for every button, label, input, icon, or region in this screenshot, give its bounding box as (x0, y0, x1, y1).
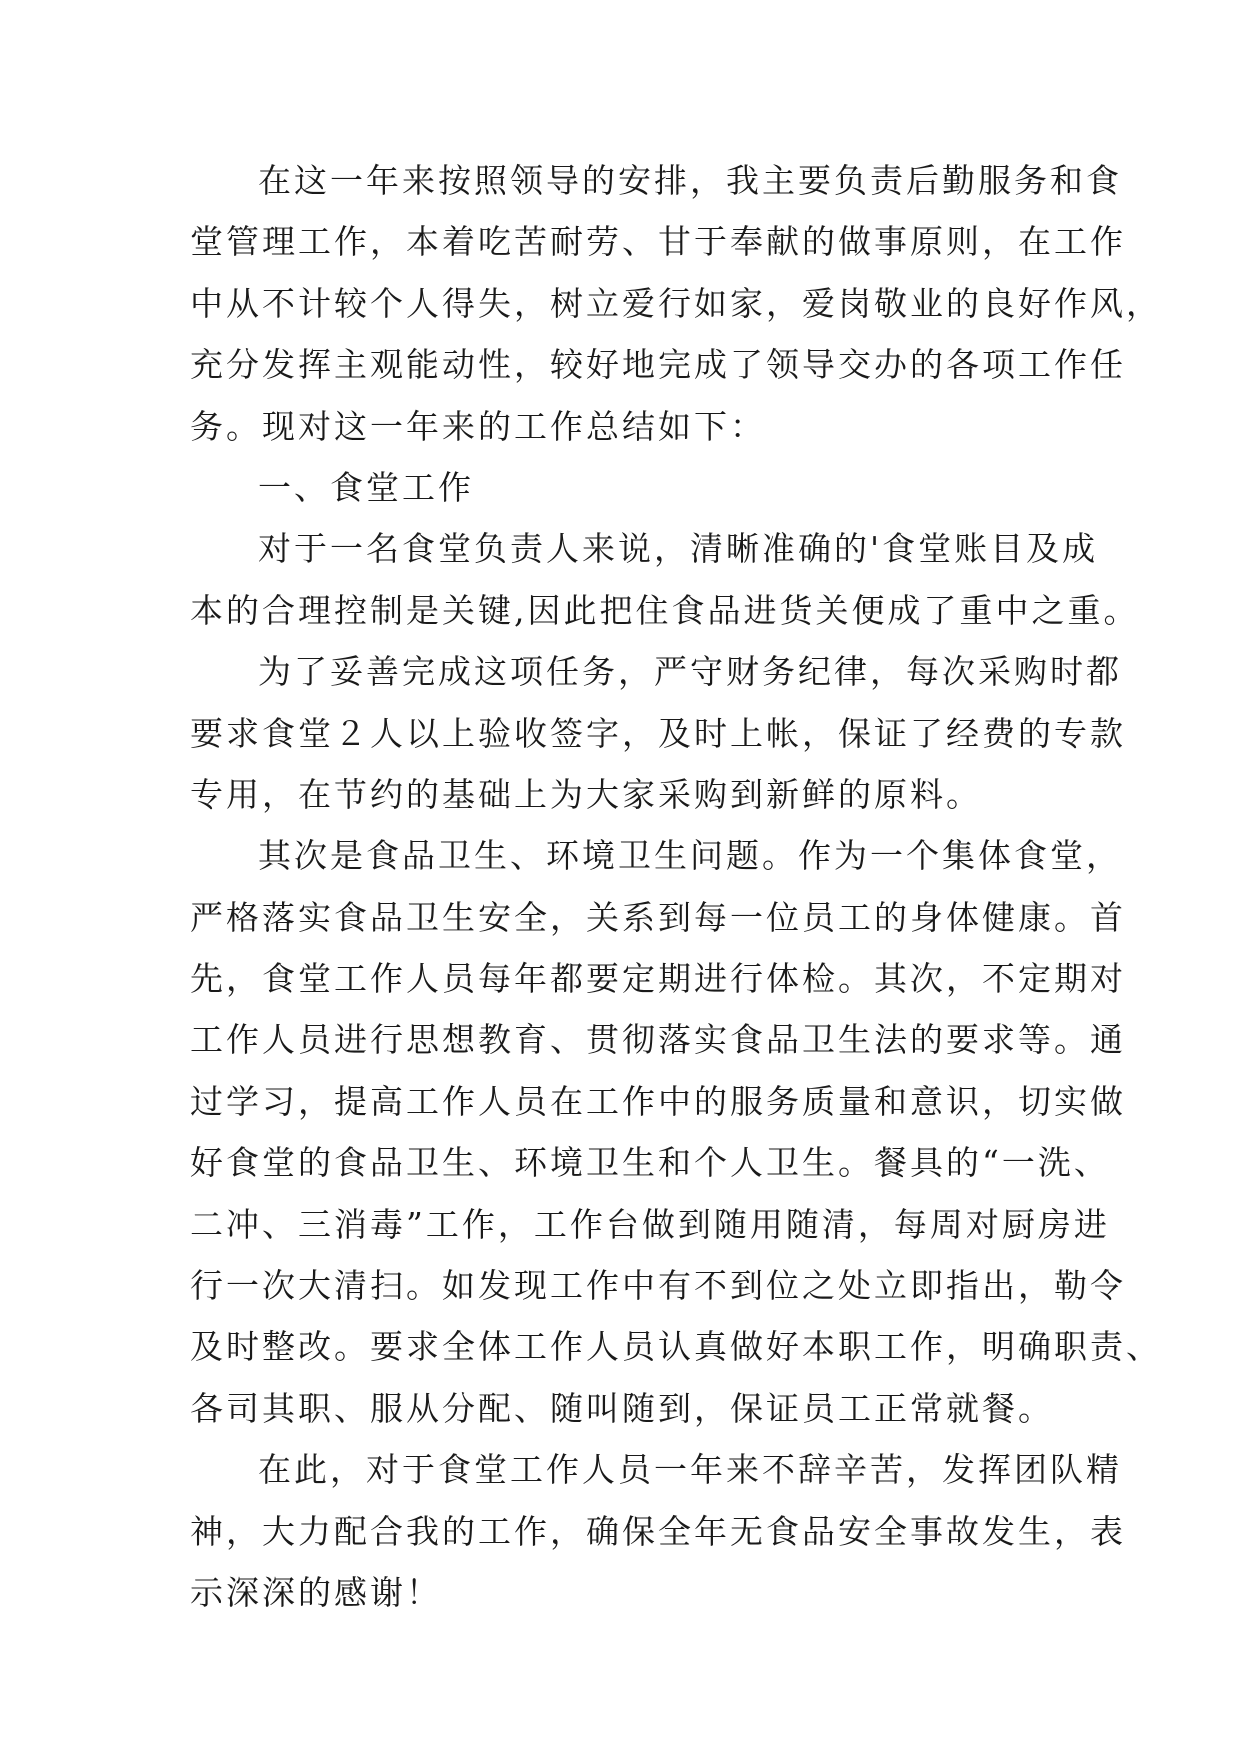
paragraph-line: 为了妥善完成这项任务，严守财务纪律，每次采购时都 (258, 652, 1122, 692)
paragraph-line: 严格落实食品卫生安全，关系到每一位员工的身体健康。首 (190, 897, 1126, 937)
paragraph-line: 二冲、三消毒”工作，工作台做到随用随清，每周对厨房进 (190, 1204, 1110, 1244)
section-heading: 一、食堂工作 (258, 467, 474, 507)
paragraph-line: 在此，对于食堂工作人员一年来不辞辛苦，发挥团队精 (258, 1450, 1122, 1490)
document-body (190, 150, 1162, 1623)
paragraph-line: 充分发挥主观能动性，较好地完成了领导交办的各项工作任 (190, 345, 1126, 385)
paragraph-line: 神，大力配合我的工作，确保全年无食品安全事故发生，表 (190, 1511, 1126, 1551)
paragraph-line: 过学习，提高工作人员在工作中的服务质量和意识，切实做 (190, 1081, 1126, 1121)
paragraph-line: 工作人员进行思想教育、贯彻落实食品卫生法的要求等。通 (190, 1020, 1126, 1060)
paragraph-line: 要求食堂２人以上验收签字，及时上帐，保证了经费的专款 (190, 713, 1126, 753)
paragraph-line: 好食堂的食品卫生、环境卫生和个人卫生。餐具的“一洗、 (190, 1143, 1110, 1183)
paragraph-line: 专用，在节约的基础上为大家采购到新鲜的原料。 (190, 774, 982, 814)
paragraph-line: 各司其职、服从分配、随叫随到，保证员工正常就餐。 (190, 1388, 1054, 1428)
paragraph-line: 对于一名食堂负责人来说，清晰准确的'食堂账目及成 (258, 529, 1099, 569)
paragraph-line: 行一次大清扫。如发现工作中有不到位之处立即指出，勒令 (190, 1266, 1126, 1306)
paragraph-line: 其次是食品卫生、环境卫生问题。作为一个集体食堂， (258, 836, 1122, 876)
paragraph-line: 及时整改。要求全体工作人员认真做好本职工作，明确职责、 (190, 1327, 1162, 1367)
paragraph-line: 示深深的感谢！ (190, 1572, 442, 1612)
paragraph-line: 本的合理控制是关键,因此把住食品进货关便成了重中之重。 (190, 590, 1140, 630)
paragraph-line: 中从不计较个人得失，树立爱行如家，爱岗敬业的良好作风， (190, 283, 1162, 323)
paragraph-line: 堂管理工作，本着吃苦耐劳、甘于奉献的做事原则，在工作 (190, 222, 1126, 262)
paragraph-line: 先，食堂工作人员每年都要定期进行体检。其次，不定期对 (190, 959, 1126, 999)
paragraph-line: 在这一年来按照领导的安排，我主要负责后勤服务和食 (258, 161, 1122, 200)
paragraph-line: 务。现对这一年来的工作总结如下： (190, 406, 766, 446)
